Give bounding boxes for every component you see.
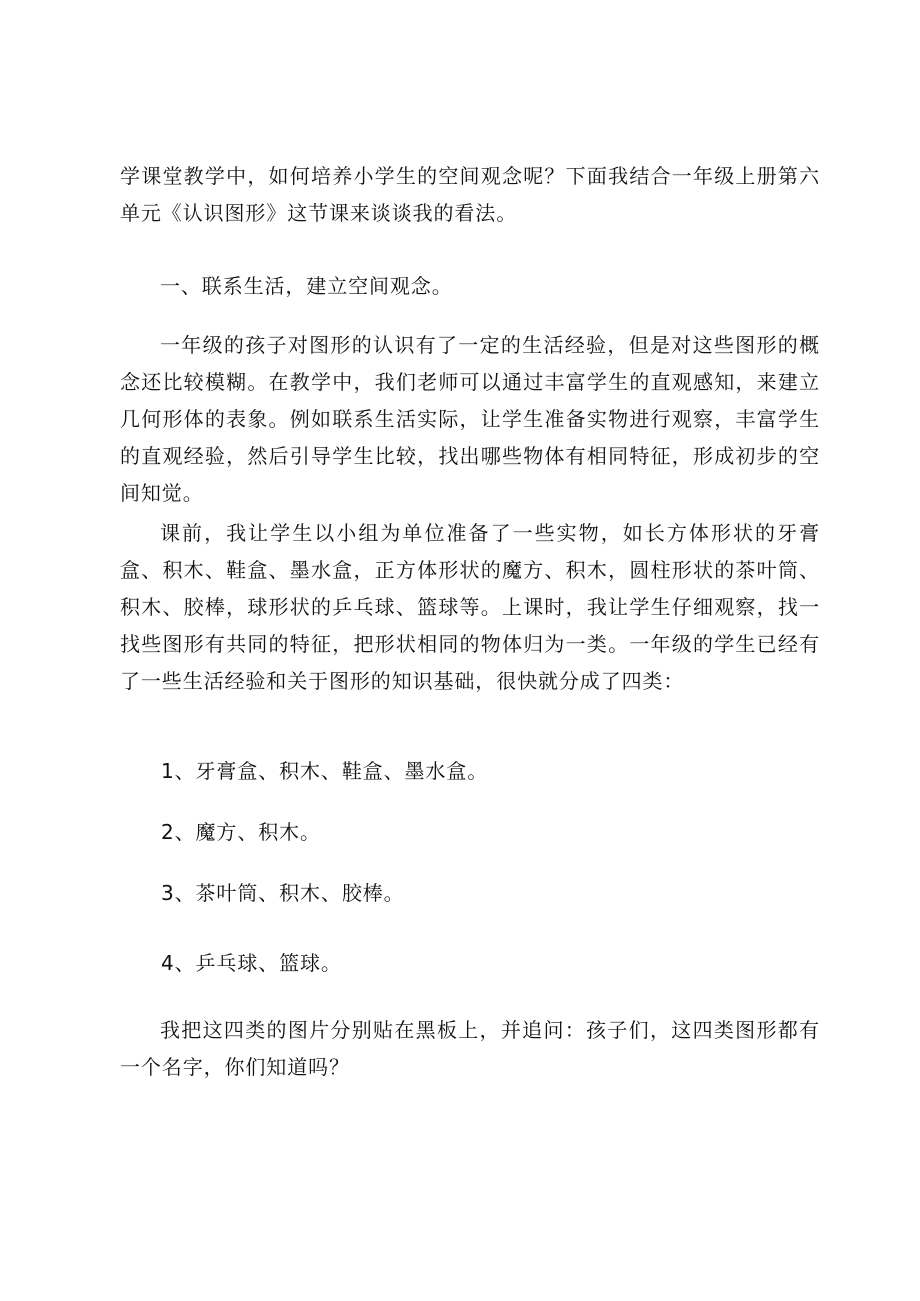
section-heading: 一、联系生活，建立空间观念。 xyxy=(160,274,453,298)
intro-paragraph: 学课堂教学中，如何培养小学生的空间观念呢？下面我结合一年级上册第六单元《认识图形》这节课来谈谈我的看法。 xyxy=(120,164,820,225)
list-item-1: 1、牙膏盒、积木、鞋盒、墨水盒。 xyxy=(161,759,489,783)
paragraph-2: 课前，我让学生以小组为单位准备了一些实物，如长方体形状的牙膏盒、积木、鞋盒、墨水盒，正方体形状的魔方、积木，圆柱形状的茶叶筒、积木、胶棒，球形状的乒乓球、篮球等。上课时，我让学生仔细观察，找一找些图形有共同的特征，把形状相同的物体归为一类。一年级的学生已经有了一些生活经验和关于图形的知识基础，很快就分成了四类： xyxy=(120,521,820,693)
list-item-3: 3、茶叶筒、积木、胶棒。 xyxy=(161,881,405,905)
paragraph-1: 一年级的孩子对图形的认识有了一定的生活经验，但是对这些图形的概念还比较模糊。在教学中，我们老师可以通过丰富学生的直观感知，来建立几何形体的表象。例如联系生活实际，让学生准备实物进行观察，丰富学生的直观经验，然后引导学生比较，找出哪些物体有相同特征，形成初步的空间知觉。 xyxy=(120,333,820,505)
paragraph-3: 我把这四类的图片分别贴在黑板上，并追问：孩子们，这四类图形都有一个名字，你们知道吗？ xyxy=(120,1018,820,1079)
list-item-4: 4、乒乓球、篮球。 xyxy=(161,951,342,975)
list-item-2: 2、魔方、积木。 xyxy=(161,820,321,844)
